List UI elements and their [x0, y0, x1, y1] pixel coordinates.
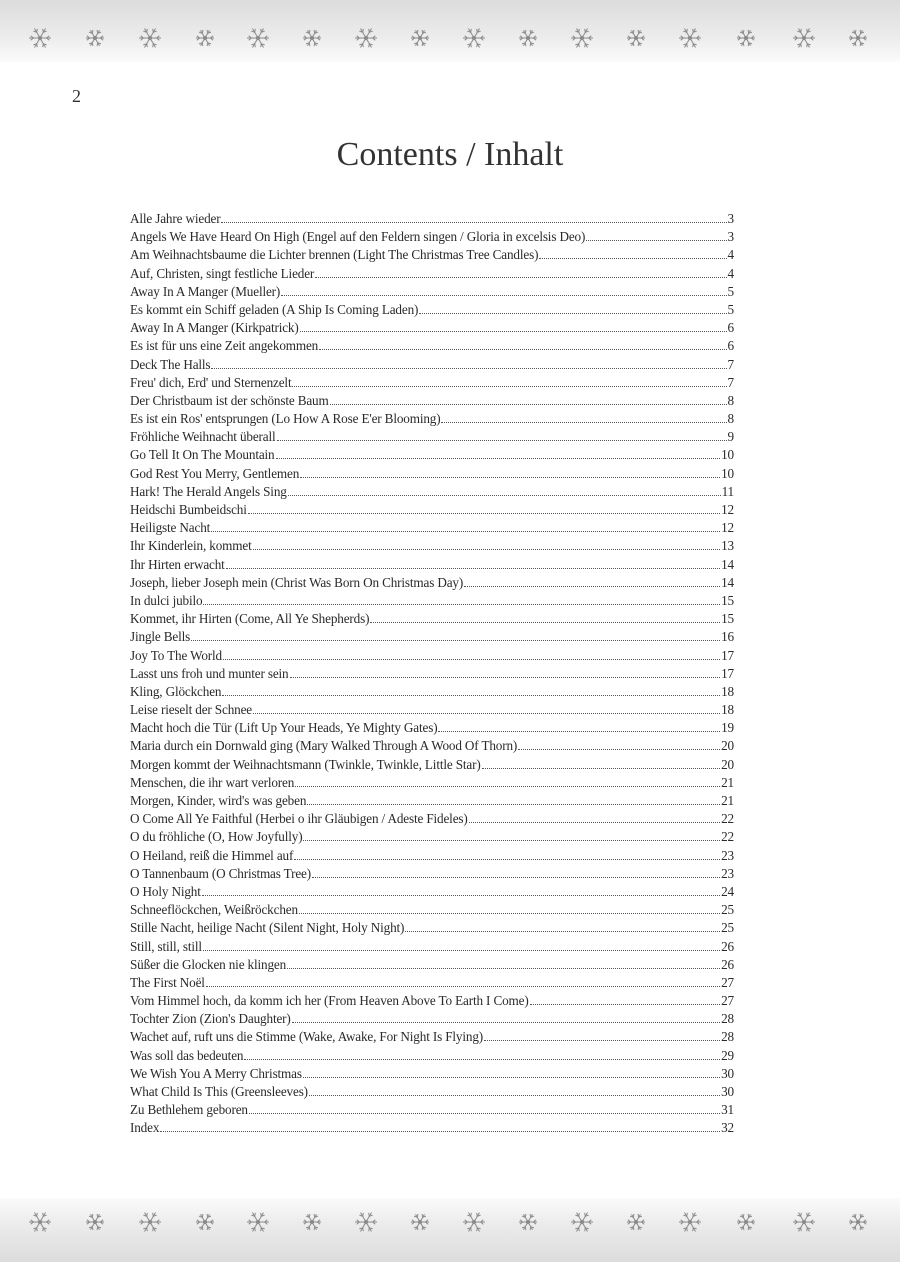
page-number: 2: [72, 86, 81, 106]
toc-entry-title: Kommet, ihr Hirten (Come, All Ye Shepherds): [130, 611, 370, 627]
toc-entry: [130, 537, 734, 555]
toc-entry-title: Kling, Glöckchen: [130, 683, 222, 699]
dot-leader: [300, 477, 720, 478]
toc-entry: [130, 1065, 734, 1083]
dot-leader: [484, 1040, 720, 1041]
toc-entry-title: Alle Jahre wieder: [130, 211, 221, 226]
toc-entry-page: 10: [721, 447, 734, 463]
toc-entry-title: Still, still, still: [130, 938, 202, 954]
toc-entry-title: Es kommt ein Schiff geladen (A Ship Is Coming Laden): [130, 301, 419, 317]
snowflake-icon: [849, 30, 867, 46]
toc-entry: [130, 210, 734, 228]
toc-entry-page: 6: [727, 320, 734, 336]
toc-entry: [130, 428, 734, 446]
dot-leader: [303, 840, 720, 841]
snowflake-icon: [139, 1213, 161, 1232]
snowflake-icon: [247, 1213, 269, 1232]
toc-entry: [130, 810, 734, 828]
toc-entry-page: 14: [721, 556, 734, 572]
snowflake-icon: [627, 30, 645, 46]
toc-entry: [130, 319, 734, 337]
dot-leader: [160, 1131, 720, 1132]
dot-leader: [253, 713, 720, 714]
toc-entry: [130, 956, 734, 974]
dot-leader: [294, 859, 720, 860]
toc-entry-title: Tochter Zion (Zion's Daughter): [130, 1011, 291, 1027]
dot-leader: [419, 313, 726, 314]
toc-entry-title: Stille Nacht, heilige Nacht (Silent Night, Holy Night): [130, 920, 405, 936]
dot-leader: [277, 440, 727, 441]
toc-entry: [130, 374, 734, 392]
toc-entry-title: What Child Is This (Greensleeves): [130, 1084, 308, 1099]
toc-entry-title: Auf, Christen, singt festliche Lieder: [130, 265, 315, 281]
toc-entry-page: 23: [721, 847, 734, 863]
toc-entry-title: Es ist ein Ros' entsprungen (Lo How A Rose E'er Blooming): [130, 411, 441, 427]
toc-entry: [130, 356, 734, 374]
toc-entry-page: 4: [727, 247, 734, 263]
snowflake-icon: [196, 1214, 214, 1230]
toc-entry-page: 28: [721, 1029, 734, 1045]
toc-entry: [130, 847, 734, 865]
toc-entry: [130, 647, 734, 665]
dot-leader: [469, 822, 720, 823]
snowflake-icon: [303, 1214, 321, 1230]
dot-leader: [530, 1004, 721, 1005]
toc-entry-title: O Tannenbaum (O Christmas Tree): [130, 865, 311, 881]
dot-leader: [307, 804, 720, 805]
toc-entry-title: Freu' dich, Erd' und Sternenzelt: [130, 374, 292, 390]
snowflake-icon: [793, 29, 815, 48]
table-of-contents: [130, 210, 734, 1138]
toc-entry: [130, 974, 734, 992]
snowflake-icon: [737, 1214, 755, 1230]
snowflake-icon: [411, 30, 429, 46]
toc-entry: [130, 737, 734, 755]
toc-entry-title: Away In A Manger (Mueller): [130, 283, 281, 299]
dot-leader: [203, 950, 720, 951]
toc-entry-page: 9: [727, 429, 734, 445]
toc-entry-page: 22: [721, 829, 734, 845]
snowflake-icon: [679, 1213, 701, 1232]
toc-entry-page: 26: [721, 956, 734, 972]
toc-entry: [130, 483, 734, 501]
toc-entry-page: 27: [721, 974, 734, 990]
toc-entry: [130, 1010, 734, 1028]
toc-entry-page: 5: [727, 301, 734, 317]
dot-leader: [202, 895, 720, 896]
toc-entry: [130, 865, 734, 883]
dot-leader: [290, 677, 721, 678]
toc-entry: [130, 901, 734, 919]
toc-entry: [130, 574, 734, 592]
toc-entry: [130, 246, 734, 264]
toc-entry-title: Deck The Halls: [130, 356, 211, 372]
snowflake-icon: [29, 1213, 51, 1232]
dot-leader: [370, 622, 720, 623]
toc-entry: [130, 337, 734, 355]
toc-entry-page: 11: [721, 483, 734, 499]
dot-leader: [300, 331, 727, 332]
toc-entry: [130, 392, 734, 410]
toc-entry: [130, 1083, 734, 1101]
dot-leader: [464, 586, 720, 587]
toc-entry-page: 19: [721, 720, 734, 736]
dot-leader: [312, 877, 720, 878]
toc-entry-title: Morgen kommt der Weihnachtsmann (Twinkle, Twinkle, Little Star): [130, 756, 481, 772]
dot-leader: [203, 604, 720, 605]
toc-entry-title: Hark! The Herald Angels Sing: [130, 483, 287, 499]
toc-entry: [130, 519, 734, 537]
toc-entry-title: O Holy Night: [130, 883, 201, 899]
toc-entry-title: Macht hoch die Tür (Lift Up Your Heads, Ye Mighty Gates): [130, 720, 438, 736]
toc-entry: [130, 228, 734, 246]
dot-leader: [405, 931, 720, 932]
snowflake-icon: [355, 1213, 377, 1232]
snowflake-icon: [849, 1214, 867, 1230]
toc-entry: [130, 719, 734, 737]
snowflake-icon: [355, 29, 377, 48]
toc-entry: [130, 592, 734, 610]
toc-entry-page: 15: [721, 611, 734, 627]
toc-entry: [130, 1101, 734, 1119]
toc-entry: [130, 828, 734, 846]
toc-entry-title: Vom Himmel hoch, da komm ich her (From Heaven Above To Earth I Come): [130, 993, 529, 1009]
dot-leader: [244, 1059, 720, 1060]
dot-leader: [276, 458, 721, 459]
dot-leader: [319, 349, 726, 350]
snowflake-icon: [139, 29, 161, 48]
toc-entry-title: Heiligste Nacht: [130, 520, 211, 536]
toc-entry: [130, 774, 734, 792]
toc-entry-page: 13: [721, 538, 734, 554]
dot-leader: [249, 1113, 720, 1114]
toc-entry-page: 23: [721, 865, 734, 881]
toc-entry: [130, 446, 734, 464]
toc-entry-title: O du fröhliche (O, How Joyfully): [130, 829, 303, 845]
snowflake-icon: [411, 1214, 429, 1230]
toc-entry: [130, 556, 734, 574]
toc-entry: [130, 628, 734, 646]
dot-leader: [309, 1095, 720, 1096]
toc-entry-title: The First Noël: [130, 974, 205, 990]
toc-entry-title: Menschen, die ihr wart verloren: [130, 774, 295, 790]
toc-entry-title: Am Weihnachtsbaume die Lichter brennen (Light The Christmas Tree Candles): [130, 247, 539, 263]
toc-entry-page: 32: [721, 1120, 734, 1136]
snowflake-icon: [571, 29, 593, 48]
toc-entry-page: 22: [721, 811, 734, 827]
bottom-snowflake-border: [0, 1198, 900, 1262]
toc-entry: [130, 265, 734, 283]
toc-entry-page: 20: [721, 756, 734, 772]
toc-entry: [130, 756, 734, 774]
snowflake-icon: [627, 1214, 645, 1230]
toc-entry-title: O Come All Ye Faithful (Herbei o ihr Gläubigen / Adeste Fideles): [130, 811, 468, 827]
dot-leader: [221, 222, 726, 223]
dot-leader: [226, 568, 720, 569]
dot-leader: [586, 240, 726, 241]
dot-leader: [295, 786, 720, 787]
toc-entry-title: Go Tell It On The Mountain: [130, 447, 275, 463]
dot-leader: [206, 986, 720, 987]
toc-entry: [130, 1047, 734, 1065]
toc-entry-page: 3: [727, 229, 734, 245]
dot-leader: [292, 1022, 720, 1023]
toc-entry: [130, 665, 734, 683]
toc-entry: [130, 919, 734, 937]
snowflake-icon: [303, 30, 321, 46]
dot-leader: [315, 277, 726, 278]
toc-entry: [130, 301, 734, 319]
toc-entry-title: Was soll das bedeuten: [130, 1047, 244, 1063]
toc-entry-page: 31: [721, 1102, 734, 1118]
toc-entry-page: 12: [721, 502, 734, 517]
dot-leader: [330, 404, 727, 405]
dot-leader: [482, 768, 721, 769]
toc-entry-title: Maria durch ein Dornwald ging (Mary Walked Through A Wood Of Thorn): [130, 738, 518, 754]
dot-leader: [253, 549, 721, 550]
toc-entry-title: Angels We Have Heard On High (Engel auf den Feldern singen / Gloria in excelsis Deo): [130, 229, 586, 245]
dot-leader: [211, 368, 726, 369]
snowflake-row: [0, 0, 900, 62]
toc-entry-title: In dulci jubilo: [130, 592, 203, 608]
toc-entry: [130, 883, 734, 901]
toc-entry-page: 26: [721, 938, 734, 954]
toc-entry-page: 8: [727, 411, 734, 427]
toc-entry-title: Joseph, lieber Joseph mein (Christ Was Born On Christmas Day): [130, 574, 464, 590]
dot-leader: [288, 495, 721, 496]
toc-entry: [130, 410, 734, 428]
toc-entry-page: 8: [727, 392, 734, 408]
snowflake-icon: [793, 1213, 815, 1232]
snowflake-icon: [519, 1214, 537, 1230]
toc-entry-page: 4: [727, 265, 734, 281]
toc-entry-title: Heidschi Bumbeidschi: [130, 502, 247, 517]
snowflake-icon: [737, 30, 755, 46]
dot-leader: [518, 749, 720, 750]
toc-entry: [130, 792, 734, 810]
toc-entry: [130, 992, 734, 1010]
toc-entry-page: 20: [721, 738, 734, 754]
toc-entry-page: 7: [727, 374, 734, 390]
toc-entry-title: Ihr Hirten erwacht: [130, 556, 225, 572]
toc-entry-title: Schneeflöckchen, Weißröckchen: [130, 902, 298, 918]
dot-leader: [438, 731, 720, 732]
toc-entry-title: O Heiland, reiß die Himmel auf: [130, 847, 294, 863]
toc-entry: [130, 283, 734, 301]
snowflake-icon: [519, 30, 537, 46]
snowflake-row: [0, 1198, 900, 1262]
top-snowflake-border: [0, 0, 900, 62]
toc-entry-title: Ihr Kinderlein, kommet: [130, 538, 252, 554]
toc-entry: [130, 610, 734, 628]
snowflake-icon: [571, 1213, 593, 1232]
toc-entry-title: Lasst uns froh und munter sein: [130, 665, 289, 681]
snowflake-icon: [247, 29, 269, 48]
toc-entry: [130, 501, 734, 519]
toc-entry-page: 16: [721, 629, 734, 645]
toc-entry: [130, 1119, 734, 1137]
toc-entry-page: 3: [727, 211, 734, 226]
toc-entry-title: Away In A Manger (Kirkpatrick): [130, 320, 299, 336]
dot-leader: [539, 258, 726, 259]
toc-entry-page: 17: [721, 647, 734, 663]
toc-entry-page: 10: [721, 465, 734, 481]
toc-entry-title: We Wish You A Merry Christmas: [130, 1065, 302, 1081]
toc-entry-page: 6: [727, 338, 734, 354]
snowflake-icon: [86, 30, 104, 46]
snowflake-icon: [679, 29, 701, 48]
toc-entry-page: 18: [721, 683, 734, 699]
toc-entry-page: 25: [721, 920, 734, 936]
toc-entry-page: 15: [721, 592, 734, 608]
dot-leader: [191, 640, 720, 641]
toc-entry-title: Der Christbaum ist der schönste Baum: [130, 392, 329, 408]
dot-leader: [299, 913, 720, 914]
dot-leader: [441, 422, 726, 423]
toc-entry-title: Wachet auf, ruft uns die Stimme (Wake, Awake, For Night Is Flying): [130, 1029, 484, 1045]
toc-entry-title: God Rest You Merry, Gentlemen: [130, 465, 300, 481]
dot-leader: [223, 659, 720, 660]
toc-entry-page: 29: [721, 1047, 734, 1063]
toc-entry-page: 30: [721, 1065, 734, 1081]
toc-entry-title: Es ist für uns eine Zeit angekommen: [130, 338, 319, 354]
toc-entry-page: 17: [721, 665, 734, 681]
dot-leader: [248, 513, 720, 514]
dot-leader: [222, 695, 720, 696]
snowflake-icon: [86, 1214, 104, 1230]
dot-leader: [211, 531, 720, 532]
toc-entry-page: 18: [721, 702, 734, 718]
toc-entry: [130, 683, 734, 701]
toc-entry-title: Index: [130, 1120, 160, 1136]
toc-entry-page: 5: [727, 283, 734, 299]
toc-entry-page: 12: [721, 520, 734, 536]
toc-entry: [130, 938, 734, 956]
toc-entry-title: Joy To The World: [130, 647, 222, 663]
snowflake-icon: [196, 30, 214, 46]
toc-entry: [130, 701, 734, 719]
toc-entry-page: 24: [721, 883, 734, 899]
toc-entry-page: 14: [721, 574, 734, 590]
toc-entry: [130, 1028, 734, 1046]
toc-entry-page: 21: [721, 793, 734, 808]
dot-leader: [281, 295, 726, 296]
snowflake-icon: [463, 29, 485, 48]
toc-entry-title: Jingle Bells: [130, 629, 191, 645]
toc-entry-title: Morgen, Kinder, wird's was geben: [130, 793, 307, 808]
toc-entry-page: 28: [721, 1011, 734, 1027]
dot-leader: [292, 386, 726, 387]
toc-entry: [130, 465, 734, 483]
toc-entry-title: Leise rieselt der Schnee: [130, 702, 252, 718]
snowflake-icon: [463, 1213, 485, 1232]
toc-entry-page: 27: [721, 993, 734, 1009]
toc-entry-page: 7: [727, 356, 734, 372]
toc-entry-page: 25: [721, 902, 734, 918]
toc-entry-title: Süßer die Glocken nie klingen: [130, 956, 287, 972]
toc-entry-page: 21: [721, 774, 734, 790]
toc-entry-title: Zu Bethlehem geboren: [130, 1102, 248, 1118]
dot-leader: [303, 1077, 720, 1078]
toc-entry-page: 30: [721, 1084, 734, 1099]
toc-entry-title: Fröhliche Weihnacht überall: [130, 429, 276, 445]
dot-leader: [287, 968, 720, 969]
snowflake-icon: [29, 29, 51, 48]
page-title: Contents / Inhalt: [336, 136, 564, 173]
